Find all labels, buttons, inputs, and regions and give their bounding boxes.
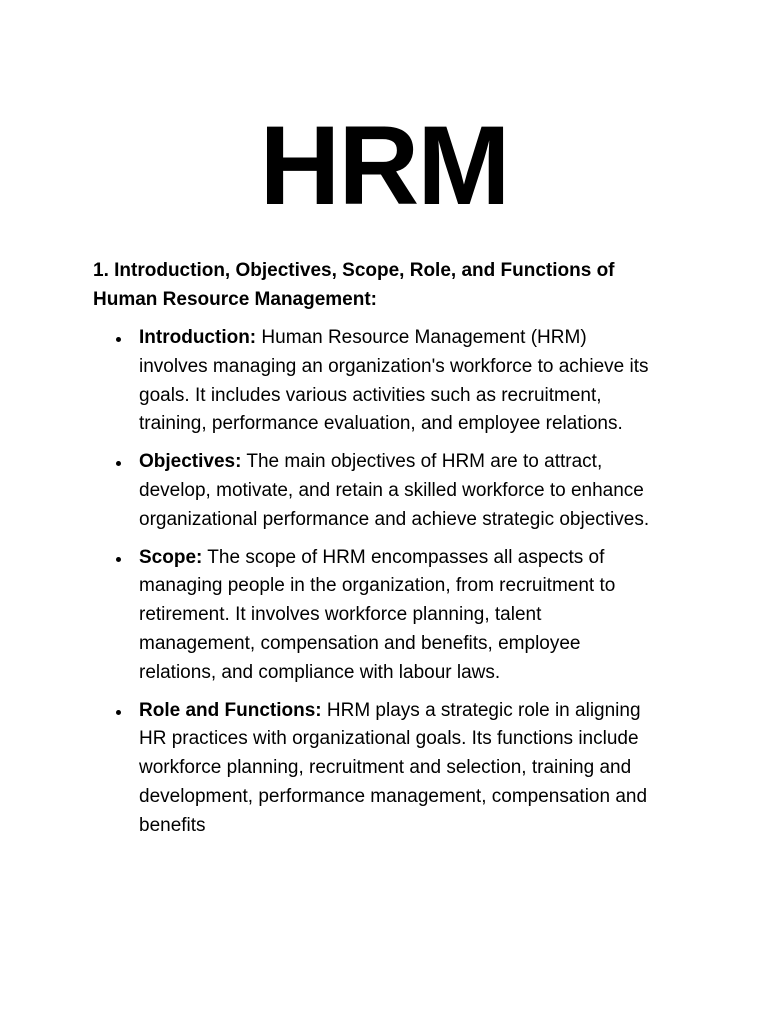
bullet-label: Role and Functions: bbox=[139, 699, 322, 721]
bullet-dot-icon bbox=[116, 557, 121, 562]
bullet-list bbox=[0, 324, 768, 850]
bullet-label: Scope: bbox=[139, 546, 203, 568]
section-heading: 1. Introduction, Objectives, Scope, Role, and Functions of Human Resource Management: bbox=[93, 260, 615, 310]
bullet-dot-icon bbox=[116, 337, 121, 342]
bullet-dot-icon bbox=[116, 461, 121, 466]
bullet-item-objectives bbox=[0, 448, 659, 534]
bullet-text: Human Resource Management (HRM) involves managing an organization's workforce to achieve its goals. It includes various activities such as recruitment, training, performance evaluation, and employee relations. bbox=[139, 327, 649, 435]
bullet-label: Introduction: bbox=[139, 327, 257, 348]
bullet-item-introduction bbox=[0, 324, 659, 439]
document-title: HRM bbox=[259, 103, 509, 228]
bullet-item-role-and-functions bbox=[0, 697, 659, 841]
bullet-item-scope bbox=[0, 544, 659, 688]
bullet-dot-icon bbox=[116, 710, 121, 715]
bullet-text: HRM plays a strategic role in aligning HR practices with organizational goals. Its functions include workforce planning, recruitment and selection, training and development, performance management, compensation and benefits bbox=[139, 699, 648, 836]
bullet-label: Objectives: bbox=[139, 451, 242, 473]
bullet-text: The main objectives of HRM are to attract, develop, motivate, and retain a skilled workforce to enhance organizational performance and achieve strategic objectives. bbox=[139, 451, 650, 530]
bullet-text: The scope of HRM encompasses all aspects of managing people in the organization, from recruitment to retirement. It involves workforce planning, talent management, compensation and benefits, employee relations, and compliance with labour laws. bbox=[139, 546, 616, 683]
